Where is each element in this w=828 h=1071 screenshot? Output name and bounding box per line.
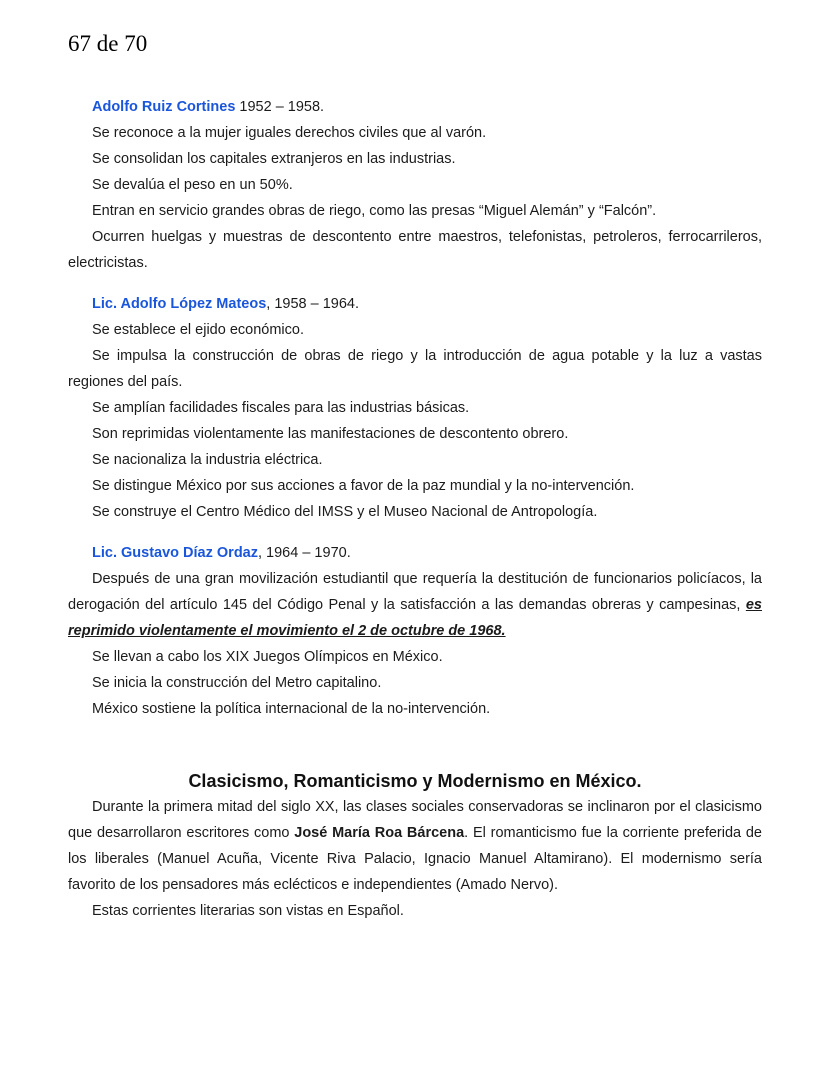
document-content [68,94,762,924]
president-dates: , 1964 – 1970. [258,545,351,561]
paragraph: Estas corrientes literarias son vistas en Español. [92,903,404,919]
president-name: Lic. Adolfo López Mateos [92,296,267,312]
paragraph: Se reconoce a la mujer iguales derechos civiles que al varón. [92,125,487,141]
president-name: Lic. Gustavo Díaz Ordaz [92,545,258,561]
paragraph: Se distingue México por sus acciones a favor de la paz mundial y la no-intervención. [92,478,635,494]
author-name: José María Roa Bárcena [294,825,465,841]
underlined-phrase: es reprimido violentamente el movimiento el 2 de octubre de 1968. [68,597,762,639]
lead-text: Durante la primera mitad del siglo XX, las clases sociales conservadoras se inclinaron por el clasicismo que desarrollaron escritores como [68,799,762,841]
section-clasicismo-romanticismo-modernismo [68,768,762,924]
president-heading [68,291,762,317]
paragraph: Se devalúa el peso en un 50%. [92,177,293,193]
paragraph: México sostiene la política internacional de la no-intervención. [92,701,491,717]
section-adolfo-lopez-mateos [68,291,762,525]
section-adolfo-ruiz-cortines [68,94,762,276]
paragraph: Se inicia la construcción del Metro capitalino. [92,675,382,691]
paragraph: Se amplían facilidades fiscales para las industrias básicas. [92,400,470,416]
paragraph: Se construye el Centro Médico del IMSS y el Museo Nacional de Antropología. [92,504,598,520]
lead-text: Después de una gran movilización estudiantil que requería la destitución de funcionarios policíacos, la derogación del artículo 145 del Código Penal y la satisfacción a las demandas obreras y campesinas, [68,571,762,613]
section-title: Clasicismo, Romanticismo y Modernismo en México. [188,771,642,791]
president-dates: 1952 – 1958. [235,99,325,115]
paragraph: Son reprimidas violentamente las manifestaciones de descontento obrero. [92,426,569,442]
president-heading [68,94,762,120]
president-name: Adolfo Ruiz Cortines [92,99,236,115]
paragraph-lead [68,566,762,644]
paragraph: Entran en servicio grandes obras de riego, como las presas “Miguel Alemán” y “Falcón”. [92,203,657,219]
section-gustavo-diaz-ordaz [68,540,762,722]
paragraph: Se llevan a cabo los XIX Juegos Olímpicos en México. [92,649,443,665]
president-dates: , 1958 – 1964. [266,296,360,312]
paragraph: Ocurren huelgas y muestras de descontento entre maestros, telefonistas, petroleros, ferrocarrileros, electricistas. [68,229,762,271]
paragraph: Se establece el ejido económico. [92,322,304,338]
lead-text-continued: . El romanticismo fue la corriente preferida de los liberales (Manuel Acuña, Vicente Riva Palacio, Ignacio Manuel Altamirano). El modernismo sería favorito de los pensadores más eclécticos e independientes (Amado Nervo). [68,825,762,893]
paragraph: Se consolidan los capitales extranjeros en las industrias. [92,151,456,167]
paragraph: Se impulsa la construcción de obras de riego y la introducción de agua potable y la luz a vastas regiones del país. [68,348,762,390]
page-indicator: 67 de 70 [68,31,148,56]
president-heading [68,540,762,566]
paragraph: Se nacionaliza la industria eléctrica. [92,452,323,468]
paragraph-lead [68,794,762,898]
